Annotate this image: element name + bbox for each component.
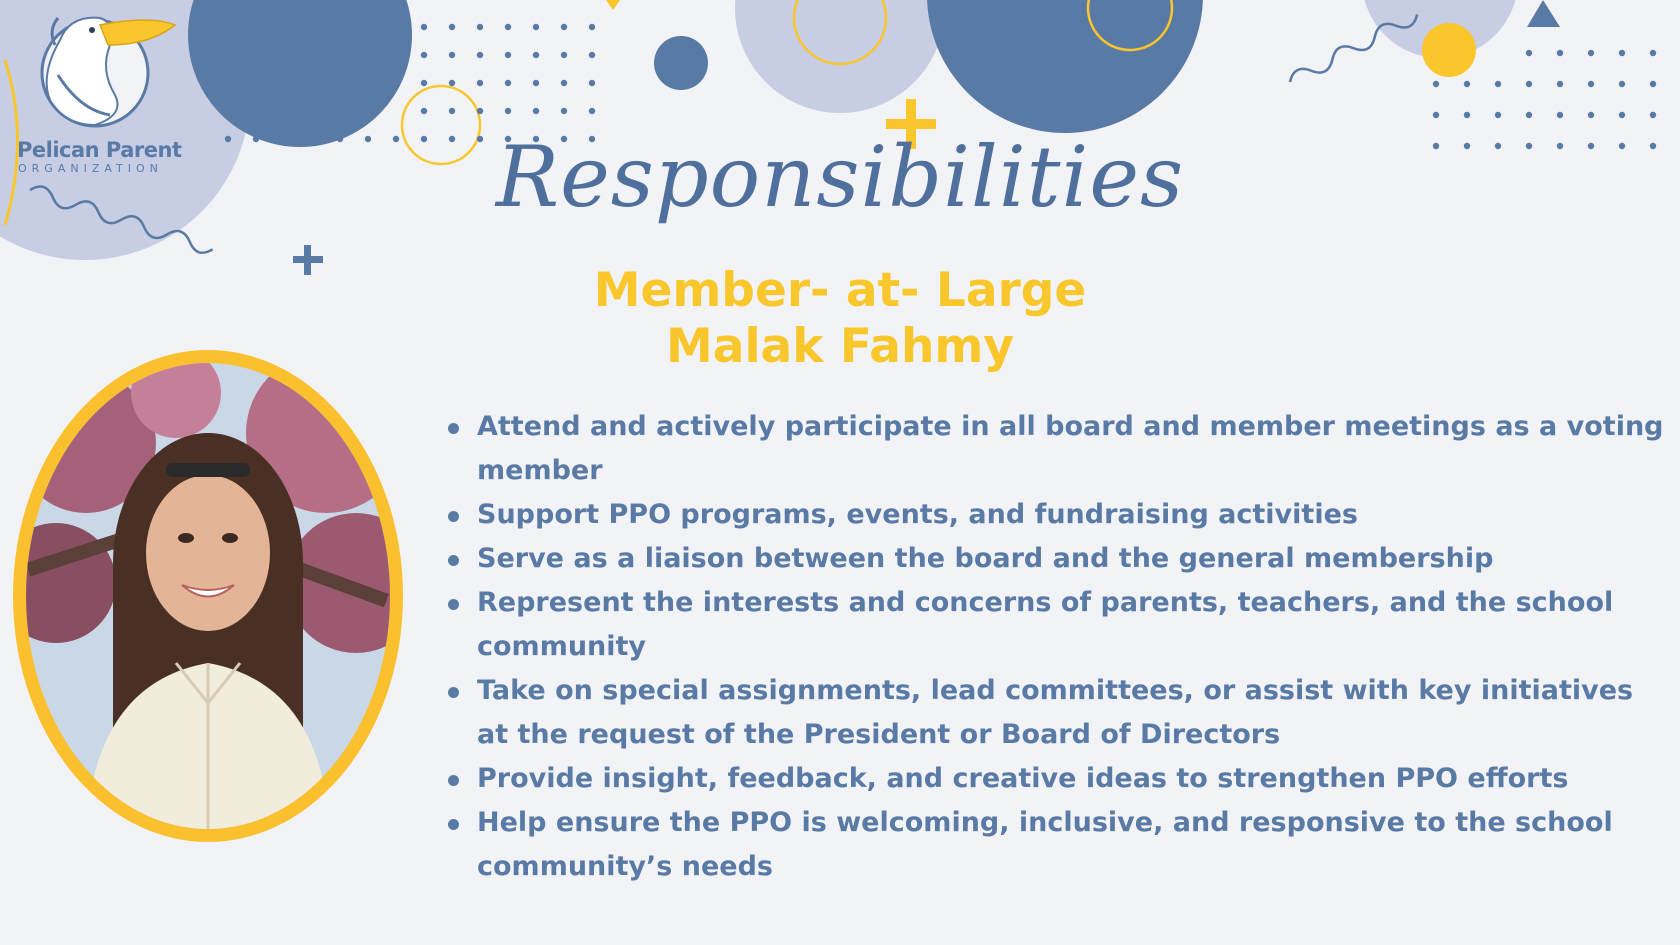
decor-dot: [477, 80, 483, 86]
decor-dot: [477, 52, 483, 58]
decor-dot: [477, 108, 483, 114]
photo-frame: [13, 350, 403, 842]
decor-dot: [1557, 112, 1563, 118]
bullet-icon: [448, 555, 459, 566]
list-item: [446, 669, 1671, 757]
decor-dot: [1433, 112, 1439, 118]
bullet-icon: [448, 599, 459, 610]
decor-dot: [449, 52, 455, 58]
list-item-text: Provide insight, feedback, and creative ideas to strengthen PPO efforts: [477, 763, 1569, 794]
decor-dot: [421, 108, 427, 114]
decor-dot: [533, 108, 539, 114]
decor-dot: [449, 80, 455, 86]
decor-dot: [1557, 81, 1563, 87]
decor-dot: [589, 80, 595, 86]
portrait-icon: [26, 363, 390, 829]
decor-dot: [449, 24, 455, 30]
role-title: Member- at- Large: [593, 263, 1087, 318]
list-item-text: Attend and actively participate in all board and member meetings as a voting member: [477, 411, 1664, 486]
bullet-icon: [448, 511, 459, 522]
list-item-text: Take on special assignments, lead committees, or assist with key initiatives at the request of the President or Board of Directors: [477, 675, 1634, 750]
decor-dot: [477, 24, 483, 30]
member-photo: [26, 363, 390, 829]
decor-dot: [589, 108, 595, 114]
decor-dot: [1526, 112, 1532, 118]
list-item: [446, 801, 1671, 889]
decor-dot: [1650, 112, 1656, 118]
decor-dot: [1495, 81, 1501, 87]
decor-dot: [1619, 81, 1625, 87]
list-item-text: Serve as a liaison between the board and the general membership: [477, 543, 1494, 574]
decor-dot: [1464, 81, 1470, 87]
decor-dot: [1495, 112, 1501, 118]
decor-dot: [1526, 50, 1532, 56]
decor-dot: [1588, 112, 1594, 118]
decor-dot: [1433, 81, 1439, 87]
list-item-text: Support PPO programs, events, and fundraising activities: [477, 499, 1358, 530]
organization-subtitle: ORGANIZATION: [18, 162, 163, 175]
decor-dot: [1619, 50, 1625, 56]
bullet-icon: [448, 687, 459, 698]
bullet-icon: [448, 819, 459, 830]
decor-dot: [505, 52, 511, 58]
decor-dot: [561, 108, 567, 114]
list-item: [446, 405, 1671, 493]
decor-dot: [561, 24, 567, 30]
list-item: [446, 493, 1671, 537]
decor-dot: [421, 52, 427, 58]
decor-dot: [1619, 112, 1625, 118]
list-item: [446, 537, 1671, 581]
decor-dot: [421, 24, 427, 30]
decor-dot: [561, 52, 567, 58]
bullet-icon: [448, 423, 459, 434]
bullet-icon: [448, 775, 459, 786]
decor-dot: [505, 24, 511, 30]
decor-dot: [533, 24, 539, 30]
decor-dot: [1588, 81, 1594, 87]
decor-dot: [505, 108, 511, 114]
decor-dot: [561, 80, 567, 86]
decor-dot: [421, 80, 427, 86]
decor-dot: [1650, 50, 1656, 56]
list-item: [446, 581, 1671, 669]
organization-name: Pelican Parent: [17, 138, 182, 162]
list-item: [446, 757, 1671, 801]
page-title: Responsibilities: [495, 128, 1185, 226]
decor-dot: [449, 108, 455, 114]
decor-dot: [1557, 50, 1563, 56]
list-item-text: Represent the interests and concerns of parents, teachers, and the school community: [477, 587, 1614, 662]
decor-dot: [589, 24, 595, 30]
decor-dot: [1464, 112, 1470, 118]
decor-dot: [1588, 50, 1594, 56]
member-name: Malak Fahmy: [665, 319, 1015, 374]
decor-dot: [505, 80, 511, 86]
responsibilities-list: [446, 405, 1671, 889]
decor-dot: [589, 52, 595, 58]
decor-dot: [1526, 81, 1532, 87]
decor-dot: [533, 52, 539, 58]
decor-dot: [533, 80, 539, 86]
decor-dot: [1650, 81, 1656, 87]
list-item-text: Help ensure the PPO is welcoming, inclusive, and responsive to the school community’s needs: [477, 807, 1613, 882]
